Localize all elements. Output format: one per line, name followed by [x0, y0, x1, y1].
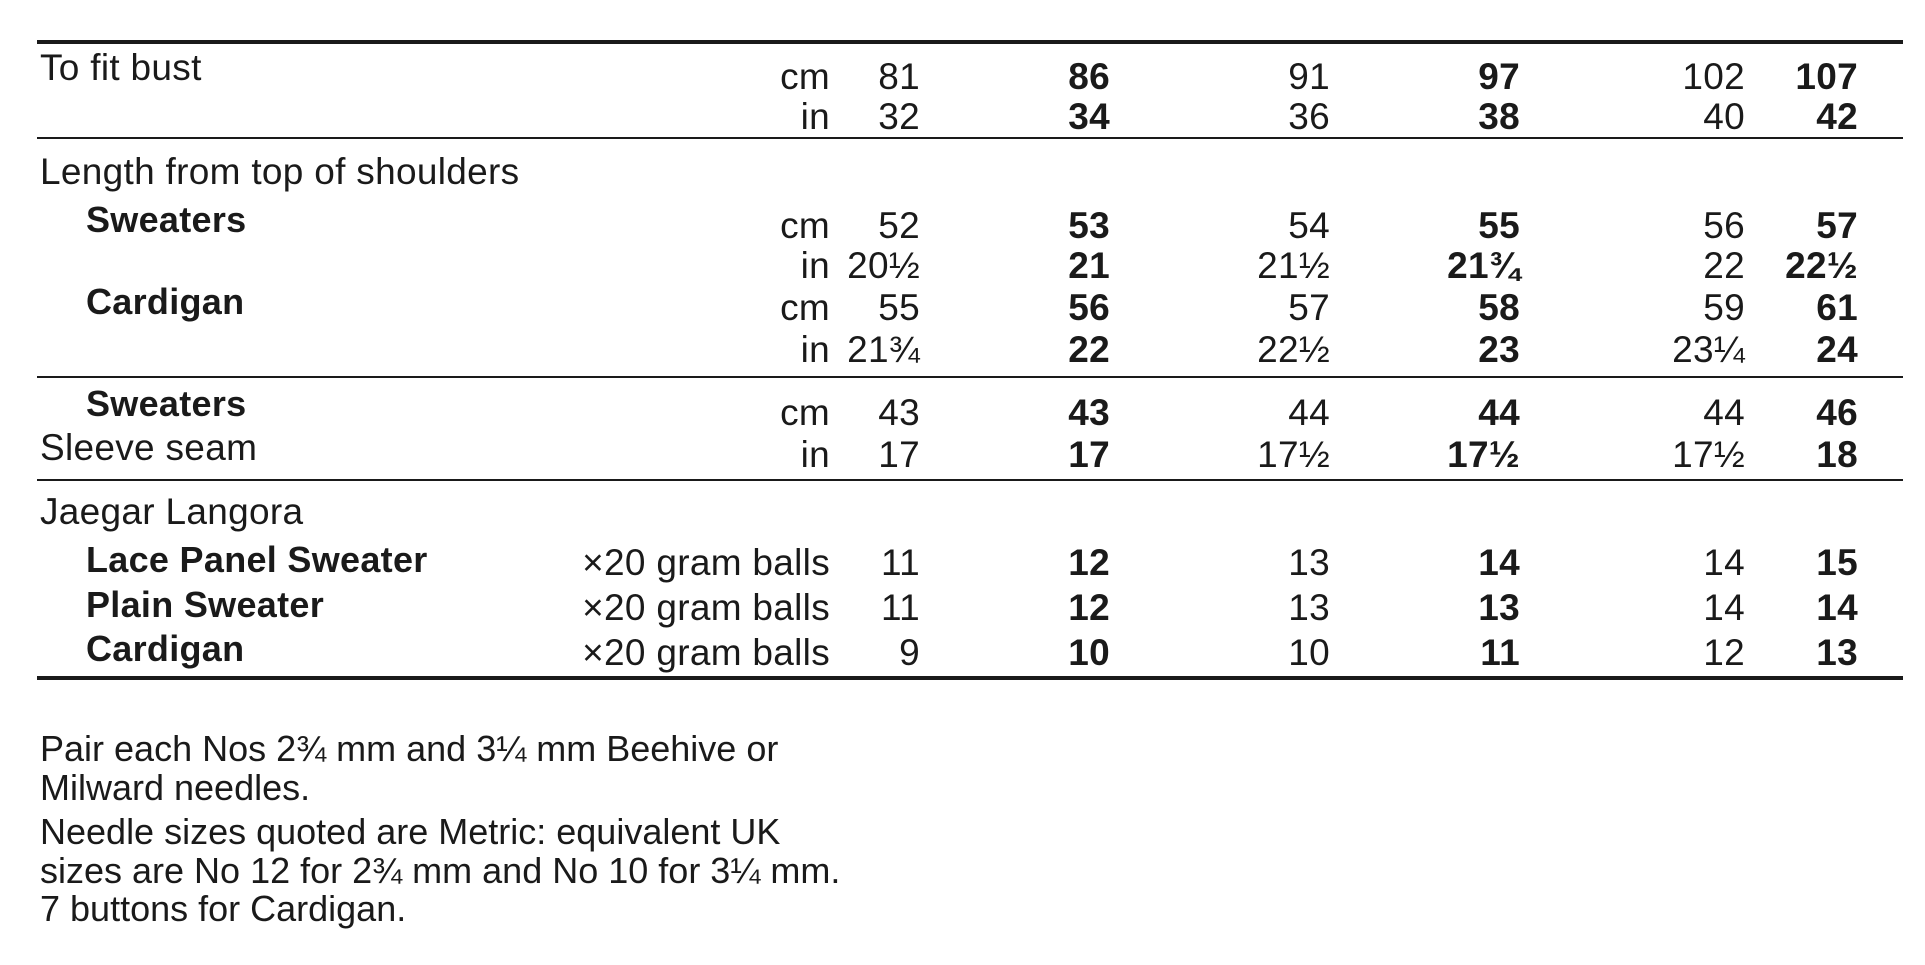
- length-cardigan-cm-size-2: 56: [1068, 287, 1110, 328]
- sleeve-cm-size-2: 43: [1068, 392, 1110, 433]
- divider-after-sleeve: [37, 479, 1903, 481]
- length-cardigan-in-size-6: 24: [1816, 329, 1858, 370]
- yarn-plain-sweater-label: Plain Sweater: [86, 584, 325, 625]
- length-sweaters-cm-size-3: 54: [1288, 205, 1330, 246]
- bust-in-size-1: 32: [878, 96, 920, 137]
- sleeve-sweaters-label: Sweaters: [86, 383, 247, 424]
- sleeve-cm-size-1: 43: [878, 392, 920, 433]
- length-sweaters-cm-size-5: 56: [1703, 205, 1745, 246]
- sleeve-cm-size-5: 44: [1703, 392, 1745, 433]
- length-sweaters-cm-size-1: 52: [878, 205, 920, 246]
- length-sweaters-label: Sweaters: [86, 199, 247, 240]
- length-sweaters-in-size-6: 22½: [1785, 245, 1858, 286]
- yarn-lace-panel-size-1: 11: [880, 542, 920, 583]
- length-sweaters-in-size-5: 22: [1703, 245, 1745, 286]
- bust-cm-size-5: 102: [1682, 56, 1745, 97]
- length-sweaters-in-size-4: 21¾: [1447, 245, 1520, 286]
- yarn-cardigan-size-1: 9: [899, 632, 920, 673]
- yarn-plain-sweater-size-3: 13: [1288, 587, 1330, 628]
- bust-in-size-4: 38: [1478, 96, 1520, 137]
- yarn-label: Jaegar Langora: [40, 491, 304, 532]
- bust-cm-size-2: 86: [1068, 56, 1110, 97]
- length-cardigan-cm-size-4: 58: [1478, 287, 1520, 328]
- yarn-lace-panel-unit: ×20 gram balls: [582, 542, 830, 583]
- yarn-cardigan-size-5: 12: [1703, 632, 1745, 673]
- sleeve-cm-size-6: 46: [1816, 392, 1858, 433]
- yarn-lace-panel-label: Lace Panel Sweater: [86, 539, 428, 580]
- bust-in-size-5: 40: [1703, 96, 1745, 137]
- length-cardigan-in-size-5: 23¼: [1672, 329, 1745, 370]
- bust-in-size-6: 42: [1816, 96, 1858, 137]
- yarn-cardigan-size-4: 11: [1480, 632, 1520, 673]
- length-sweaters-cm-size-4: 55: [1478, 205, 1520, 246]
- bust-in-size-3: 36: [1288, 96, 1330, 137]
- length-label: Length from top of shoulders: [40, 151, 520, 192]
- note-needles-line-1: Pair each Nos 2¾ mm and 3¼ mm Beehive or: [40, 728, 779, 769]
- yarn-lace-panel-size-6: 15: [1816, 542, 1858, 583]
- length-sweaters-cm-size-6: 57: [1816, 205, 1858, 246]
- bust-cm-size-1: 81: [878, 56, 920, 97]
- yarn-plain-sweater-size-5: 14: [1703, 587, 1745, 628]
- sleeve-cm-unit: cm: [780, 392, 830, 433]
- yarn-cardigan-label: Cardigan: [86, 628, 245, 669]
- yarn-cardigan-size-3: 10: [1288, 632, 1330, 673]
- table-top-rule: [37, 40, 1903, 44]
- length-cardigan-in-unit: in: [800, 329, 830, 370]
- sleeve-in-size-6: 18: [1816, 434, 1858, 475]
- bust-cm-size-3: 91: [1288, 56, 1330, 97]
- length-sweaters-in-size-3: 21½: [1257, 245, 1330, 286]
- sleeve-cm-size-3: 44: [1288, 392, 1330, 433]
- length-cardigan-cm-size-5: 59: [1703, 287, 1745, 328]
- yarn-plain-sweater-size-4: 13: [1478, 587, 1520, 628]
- note-buttons: 7 buttons for Cardigan.: [40, 888, 407, 929]
- length-cardigan-cm-unit: cm: [780, 287, 830, 328]
- length-sweaters-in-size-1: 20½: [847, 245, 920, 286]
- sleeve-in-unit: in: [800, 434, 830, 475]
- length-cardigan-cm-size-1: 55: [878, 287, 920, 328]
- length-cardigan-label: Cardigan: [86, 281, 245, 322]
- note-metric-line-1: Needle sizes quoted are Metric: equivalent UK: [40, 811, 781, 852]
- sleeve-in-size-2: 17: [1068, 434, 1110, 475]
- yarn-plain-sweater-size-6: 14: [1816, 587, 1858, 628]
- length-cardigan-in-size-1: 21¾: [847, 329, 920, 370]
- note-needles-line-2: Milward needles.: [40, 766, 311, 808]
- note-metric-line-2: sizes are No 12 for 2¾ mm and No 10 for 3¼ mm.: [40, 849, 841, 891]
- yarn-plain-sweater-size-1: 11: [880, 587, 920, 628]
- divider-after-bust: [37, 137, 1903, 139]
- yarn-lace-panel-size-4: 14: [1478, 542, 1520, 583]
- sleeve-in-size-1: 17: [878, 434, 920, 475]
- sleeve-in-size-3: 17½: [1257, 434, 1330, 475]
- table-bottom-rule: [37, 676, 1903, 680]
- yarn-plain-sweater-size-2: 12: [1068, 587, 1110, 628]
- bust-in-size-2: 34: [1068, 96, 1110, 137]
- yarn-lace-panel-size-5: 14: [1703, 542, 1745, 583]
- yarn-cardigan-size-2: 10: [1068, 632, 1110, 673]
- length-sweaters-in-size-2: 21: [1068, 245, 1110, 286]
- pattern-notes: [40, 730, 940, 929]
- yarn-plain-sweater-unit: ×20 gram balls: [582, 587, 830, 628]
- length-cardigan-cm-size-3: 57: [1288, 287, 1330, 328]
- sleeve-in-size-4: 17½: [1447, 434, 1520, 475]
- length-sweaters-cm-unit: cm: [780, 205, 830, 246]
- length-cardigan-in-size-4: 23: [1478, 329, 1520, 370]
- sleeve-cm-size-4: 44: [1478, 392, 1520, 433]
- sleeve-in-size-5: 17½: [1672, 434, 1745, 475]
- yarn-cardigan-unit: ×20 gram balls: [582, 632, 830, 673]
- bust-cm-unit: cm: [780, 56, 830, 97]
- length-sweaters-cm-size-2: 53: [1068, 205, 1110, 246]
- bust-cm-size-6: 107: [1795, 56, 1858, 97]
- yarn-cardigan-size-6: 13: [1816, 632, 1858, 673]
- bust-cm-size-4: 97: [1478, 56, 1520, 97]
- bust-label: To fit bust: [40, 47, 202, 88]
- divider-after-length: [37, 376, 1903, 378]
- yarn-lace-panel-size-3: 13: [1288, 542, 1330, 583]
- bust-in-unit: in: [800, 96, 830, 137]
- length-cardigan-cm-size-6: 61: [1816, 287, 1858, 328]
- length-cardigan-in-size-2: 22: [1068, 329, 1110, 370]
- sleeve-seam-label: Sleeve seam: [40, 427, 258, 468]
- length-sweaters-in-unit: in: [800, 245, 830, 286]
- yarn-lace-panel-size-2: 12: [1068, 542, 1110, 583]
- length-cardigan-in-size-3: 22½: [1257, 329, 1330, 370]
